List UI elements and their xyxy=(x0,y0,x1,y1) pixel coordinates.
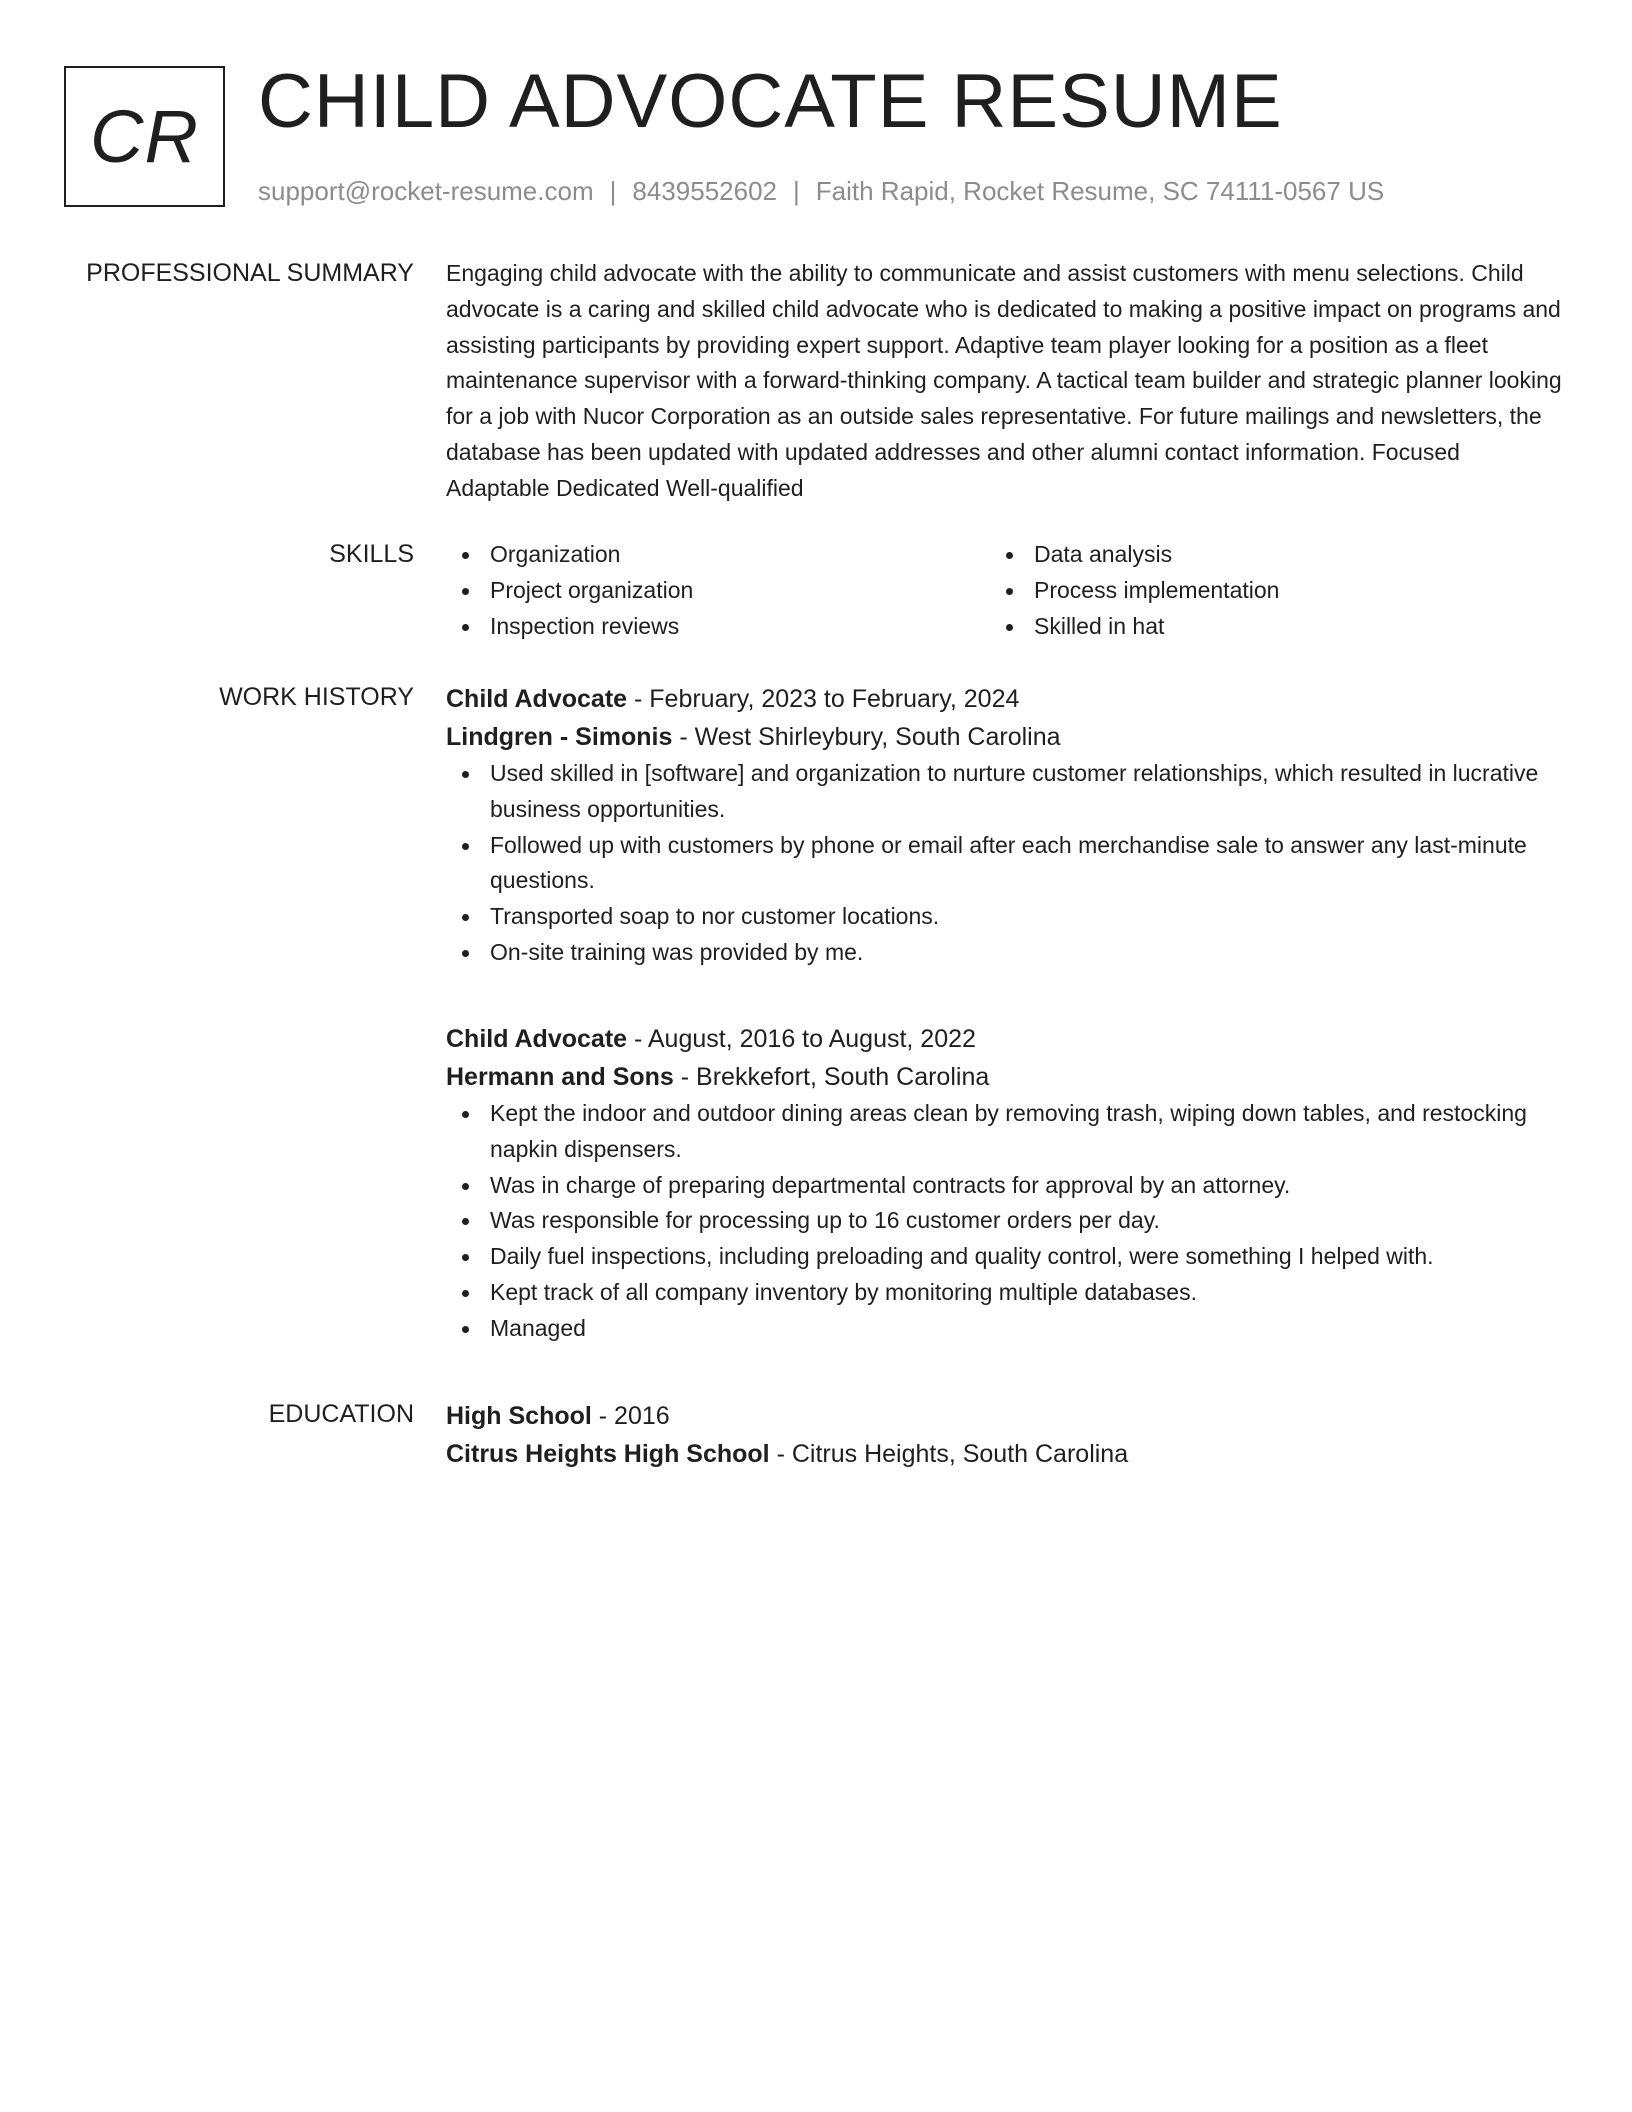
work-history-body xyxy=(446,680,1566,1341)
job-company: Lindgren - Simonis xyxy=(446,723,673,751)
skill-item: Data analysis xyxy=(990,537,1279,573)
education-body xyxy=(446,1397,1566,1473)
job-title: Child Advocate xyxy=(446,1025,628,1053)
job-bullet-list xyxy=(446,756,1566,971)
job-dates: - August, 2016 to August, 2022 xyxy=(627,1025,976,1053)
resume-title: CHILD ADVOCATE RESUME xyxy=(258,59,1283,144)
job-bullet: Used skilled in [software] and organization to nurture customer relationships, which resulted in lucrative business opportunities. xyxy=(446,756,1566,828)
summary-body xyxy=(446,256,1566,507)
job-bullet-list xyxy=(446,1096,1566,1347)
job-bullet: Kept the indoor and outdoor dining areas clean by removing trash, wiping down tables, and restocking napkin dispensers. xyxy=(446,1096,1566,1168)
contact-address: Faith Rapid, Rocket Resume, SC 74111-0567 US xyxy=(815,176,1385,206)
job-company-line xyxy=(446,718,1566,756)
job-bullet: Transported soap to nor customer locations. xyxy=(446,899,1566,935)
job-bullet: Kept track of all company inventory by monitoring multiple databases. xyxy=(446,1275,1566,1311)
job-location: - West Shirleybury, South Carolina xyxy=(672,723,1061,751)
education-school-line xyxy=(446,1435,1566,1473)
education-school: Citrus Heights High School xyxy=(446,1440,770,1468)
education-year: - 2016 xyxy=(591,1402,670,1430)
job-entry xyxy=(446,1020,1566,1347)
job-bullet: On-site training was provided by me. xyxy=(446,935,1566,971)
education-heading: EDUCATION xyxy=(268,1400,414,1428)
job-title-line xyxy=(446,1020,1566,1058)
skill-item: Process implementation xyxy=(990,573,1279,609)
skill-item: Project organization xyxy=(446,573,693,609)
summary-text: Engaging child advocate with the ability to communicate and assist customers with menu selections. Child advocate is a caring and skilled child advocate who is dedicated to making a positive impact on programs and assisting participants by providing expert support. Adaptive team player looking for a position as a fleet maintenance supervisor with a forward-thinking company. A tactical team builder and strategic planner looking for a job with Nucor Corporation as an outside sales representative. For future mailings and newsletters, the database has been updated with updated addresses and other alumni contact information. Focused Adaptable Dedicated Well-qualified xyxy=(446,260,1562,501)
job-bullet: Managed xyxy=(446,1311,1566,1347)
job-location: - Brekkefort, South Carolina xyxy=(673,1063,990,1091)
education-location: - Citrus Heights, South Carolina xyxy=(769,1440,1129,1468)
skills-list-left xyxy=(446,537,693,644)
contact-separator: | xyxy=(793,176,800,206)
contact-phone: 8439552602 xyxy=(632,176,777,206)
job-bullet: Daily fuel inspections, including preloading and quality control, were something I helped with. xyxy=(446,1239,1566,1275)
skill-item: Organization xyxy=(446,537,693,573)
job-title: Child Advocate xyxy=(446,685,628,713)
skill-item: Skilled in hat xyxy=(990,609,1279,645)
skill-item: Inspection reviews xyxy=(446,609,693,645)
job-company-line xyxy=(446,1058,1566,1096)
job-entry xyxy=(446,680,1566,971)
job-bullet: Was responsible for processing up to 16 customer orders per day. xyxy=(446,1203,1566,1239)
job-bullet: Followed up with customers by phone or email after each merchandise sale to answer any last-minute questions. xyxy=(446,828,1566,900)
job-dates: - February, 2023 to February, 2024 xyxy=(627,685,1020,713)
job-title-line xyxy=(446,680,1566,718)
job-company: Hermann and Sons xyxy=(446,1063,674,1091)
education-degree-line xyxy=(446,1397,1566,1435)
skills-list-right xyxy=(990,537,1279,644)
skills-heading: SKILLS xyxy=(329,540,414,568)
contact-email: support@rocket-resume.com xyxy=(258,176,594,206)
education-degree: High School xyxy=(446,1402,592,1430)
monogram-initials: CR xyxy=(90,95,199,178)
work-history-heading: WORK HISTORY xyxy=(219,683,414,711)
job-bullet: Was in charge of preparing departmental contracts for approval by an attorney. xyxy=(446,1168,1566,1204)
contact-line xyxy=(258,174,1384,208)
summary-heading: PROFESSIONAL SUMMARY xyxy=(86,259,414,287)
contact-separator: | xyxy=(609,176,617,206)
monogram-box xyxy=(64,66,225,207)
